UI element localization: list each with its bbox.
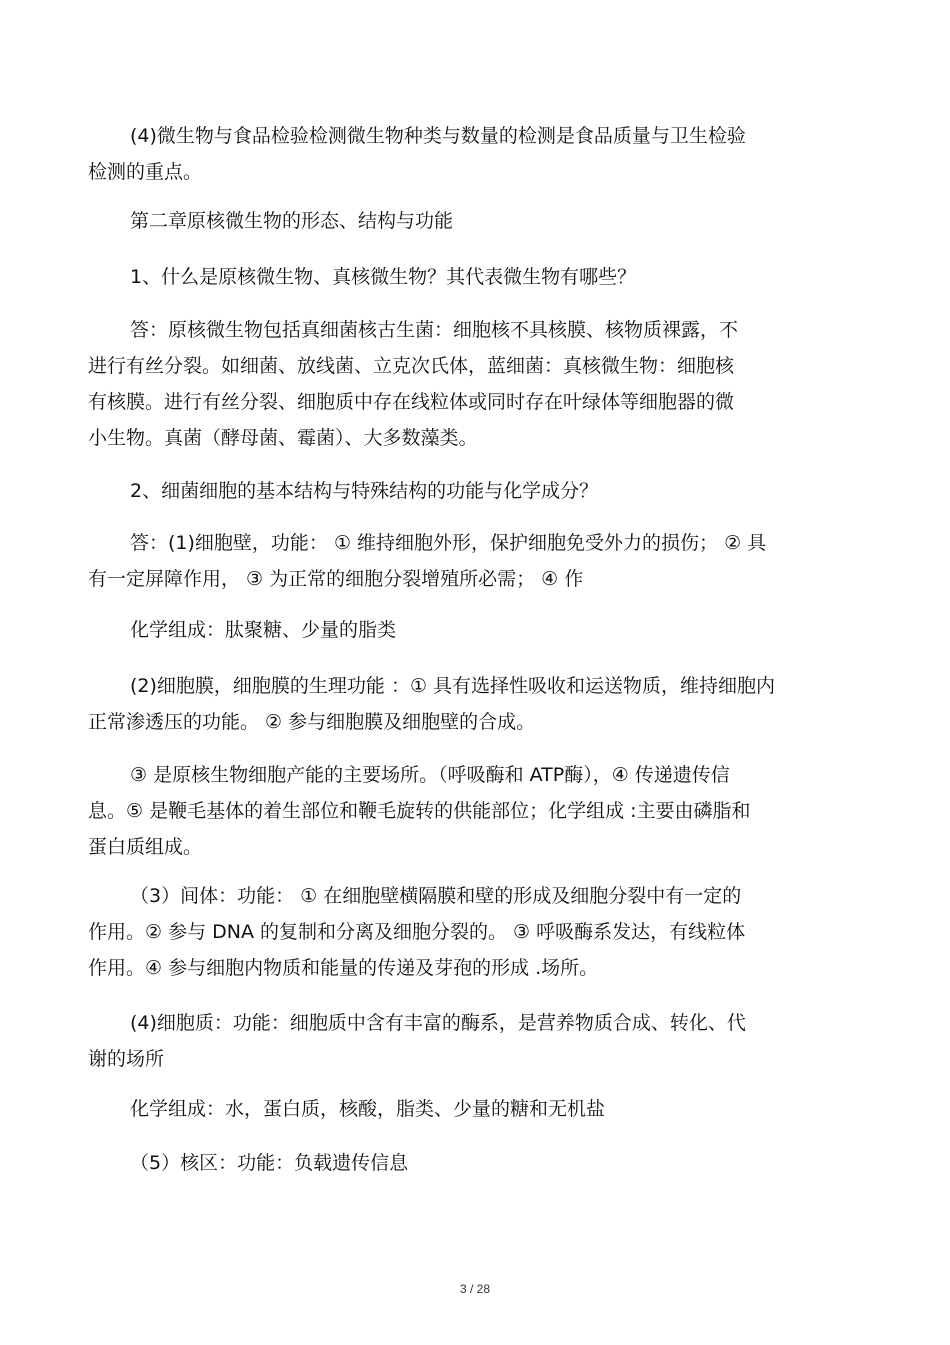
answer-cytoplasm [88, 1005, 868, 1077]
text-line: (4)细胞质：功能：细胞质中含有丰富的酶系，是营养物质合成、转化、代 [130, 1012, 746, 1034]
text-line: 作用。④ 参与细胞内物质和能量的传递及芽孢的形成 .场所。 [88, 957, 599, 979]
text-line: 化学组成：水，蛋白质，核酸，脂类、少量的糖和无机盐 [130, 1098, 606, 1120]
text-line: 2、细菌细胞的基本结构与特殊结构的功能与化学成分？ [130, 480, 599, 502]
text-line: 息。⑤ 是鞭毛基体的着生部位和鞭毛旋转的供能部位；化学组成 :主要由磷脂和 [88, 800, 751, 822]
text-line: 1、什么是原核微生物、真核微生物？其代表微生物有哪些？ [130, 266, 637, 288]
question-1 [88, 259, 868, 295]
text-line: 谢的场所 [88, 1048, 165, 1070]
answer-1 [88, 312, 868, 456]
text-line: 第二章原核微生物的形态、结构与功能 [130, 210, 454, 232]
answer-nucleoid [88, 1145, 868, 1181]
text-line: 正常渗透压的功能。 ② 参与细胞膜及细胞壁的合成。 [88, 711, 536, 733]
text-line: 答：原核微生物包括真细菌核古生菌：细胞核不具核膜、核物质裸露，不 [130, 319, 739, 341]
text-line: （5）核区：功能：负载遗传信息 [130, 1152, 409, 1174]
text-line: 进行有丝分裂。如细菌、放线菌、立克次氏体，蓝细菌：真核微生物：细胞核 [88, 355, 735, 377]
text-line: 作用。② 参与 DNA 的复制和分离及细胞分裂的。 ③ 呼吸酶系发达，有线粒体 [88, 921, 746, 943]
question-2 [88, 473, 868, 509]
text-line: 有核膜。进行有丝分裂、细胞质中存在线粒体或同时存在叶绿体等细胞器的微 [88, 391, 735, 413]
chapter-heading [88, 203, 868, 239]
text-line: 答：(1)细胞壁，功能： ① 维持细胞外形，保护细胞免受外力的损伤； ② 具 [130, 532, 767, 554]
paragraph-food-inspection [88, 118, 868, 190]
answer-cell-membrane [88, 668, 868, 740]
cytoplasm-composition [88, 1091, 868, 1127]
text-line: 化学组成：肽聚糖、少量的脂类 [130, 619, 397, 641]
cell-wall-composition [88, 612, 868, 648]
text-line: (4)微生物与食品检验检测微生物种类与数量的检测是食品质量与卫生检验 [130, 125, 746, 147]
text-line: ③ 是原核生物细胞产能的主要场所。（呼吸酶和 ATP酶），④ 传递遗传信 [130, 764, 730, 786]
text-line: 检测的重点。 [88, 161, 203, 183]
text-line: 小生物。真菌（酵母菌、霉菌）、大多数藻类。 [88, 427, 478, 449]
page-number: 3 / 28 [459, 1282, 491, 1296]
text-line: 有一定屏障作用， ③ 为正常的细胞分裂增殖所必需； ④ 作 [88, 568, 584, 590]
answer-cell-wall [88, 525, 868, 597]
text-line: 蛋白质组成。 [88, 836, 203, 858]
text-line: （3）间体：功能： ① 在细胞壁横隔膜和壁的形成及细胞分裂中有一定的 [130, 885, 742, 907]
text-line: (2)细胞膜，细胞膜的生理功能 ：① 具有选择性吸收和运送物质，维持细胞内 [130, 675, 776, 697]
answer-mesosome [88, 878, 868, 986]
membrane-functions-continued [88, 757, 868, 865]
